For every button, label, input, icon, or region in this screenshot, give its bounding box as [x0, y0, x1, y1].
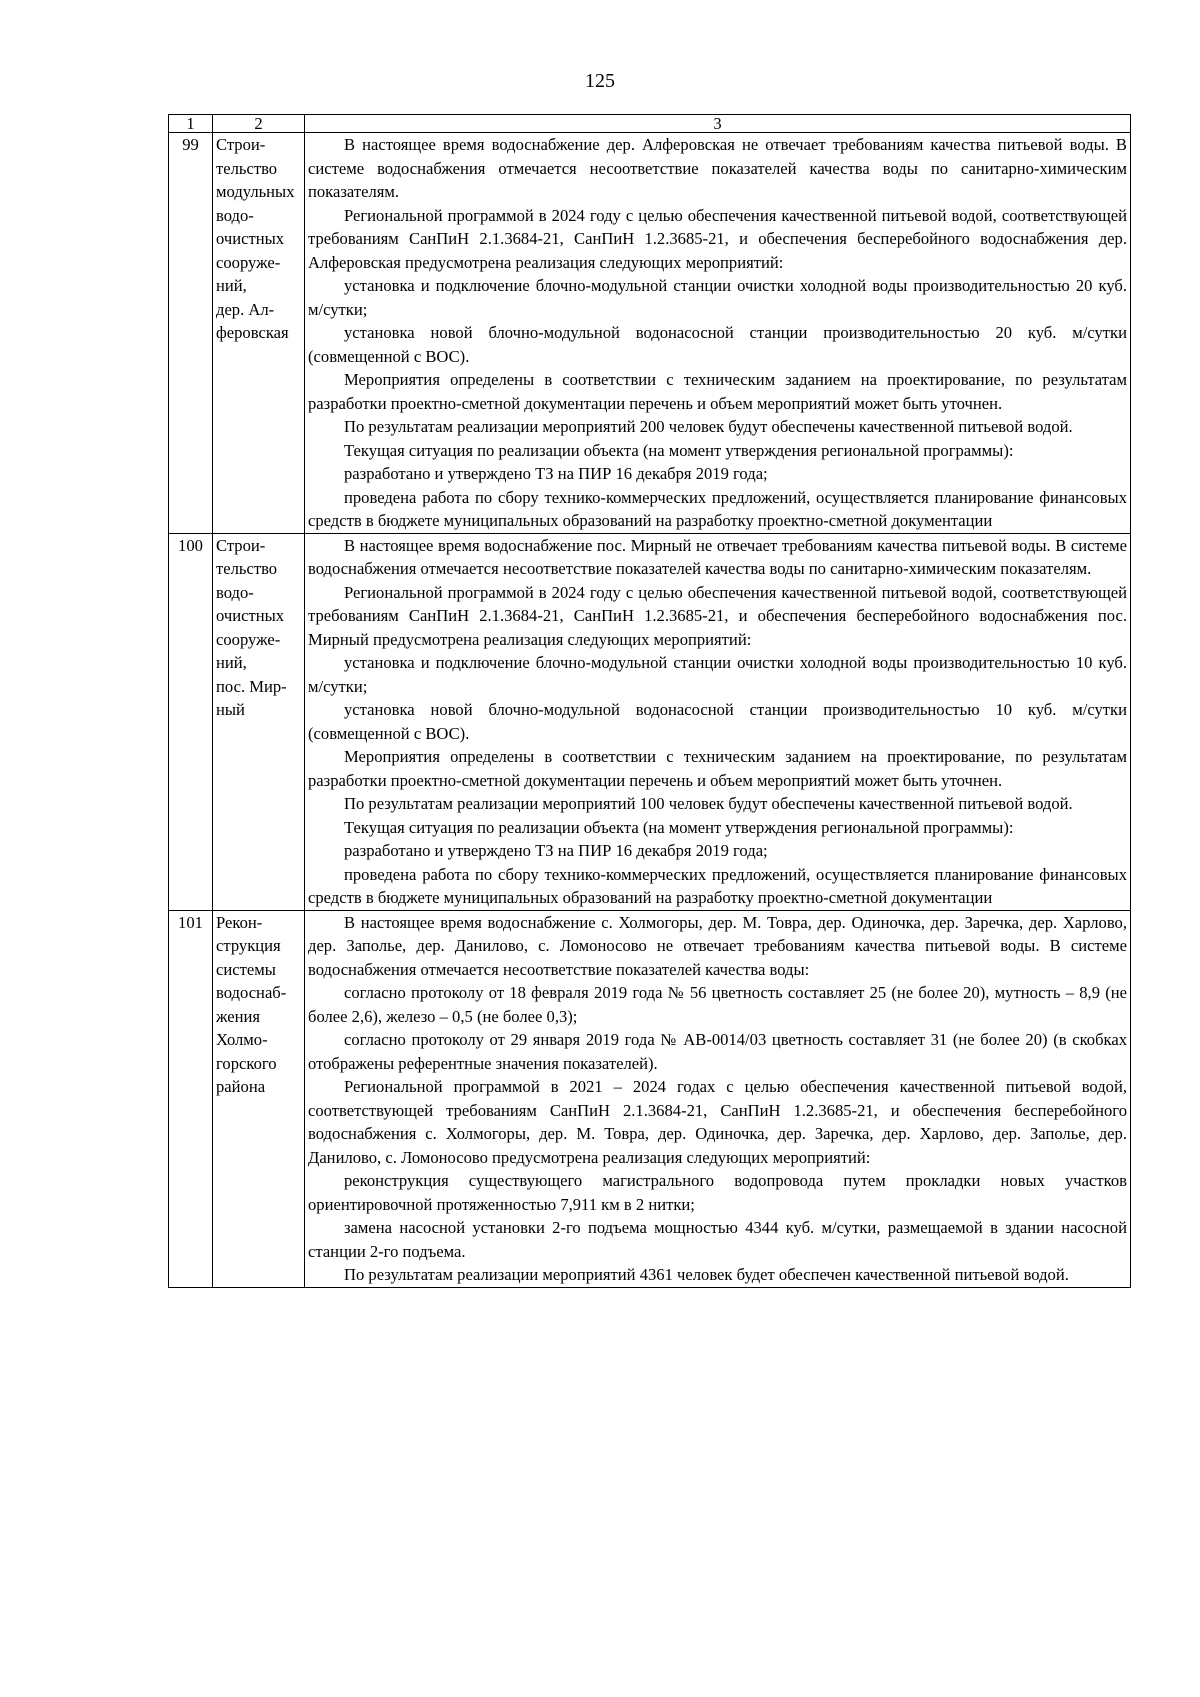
object-name-line: Строи-: [216, 135, 266, 154]
object-name-line: тельство: [216, 559, 278, 578]
description-cell: [305, 910, 1131, 1287]
description-paragraph: установка новой блочно-модульной водонасосной станции производительностью 10 куб. м/сутки (совмещенной с ВОС).: [308, 700, 1127, 743]
description-paragraph: проведена работа по сбору технико-коммерческих предложений, осуществляется планирование финансовых средств в бюджете муниципальных образований на разработку проектно-сметной документации: [308, 487, 1127, 530]
object-name-line: Строи-: [216, 535, 266, 555]
description-paragraph: Текущая ситуация по реализации объекта (на момент утверждения региональной программы):: [344, 440, 1014, 460]
object-name-line: водоснаб-: [216, 983, 287, 1002]
description-paragraph: Мероприятия определены в соответствии с техническим заданием на проектирование, по результатам разработки проектно-сметной документации перечень и объем мероприятий может быть уточнен.: [308, 370, 1127, 413]
object-name-cell: [213, 910, 305, 1287]
object-name-line: пос. Мир-: [216, 676, 287, 696]
measures-table: [168, 114, 1131, 1288]
description-paragraph: разработано и утверждено ТЗ на ПИР 16 декабря 2019 года;: [344, 464, 768, 483]
object-name-line: системы: [216, 959, 276, 979]
description-paragraph: По результатам реализации мероприятий 100 человек будут обеспечены качественной питьевой водой.: [344, 794, 1073, 813]
description-cell: [305, 133, 1131, 534]
object-name-line: горского: [216, 1053, 277, 1073]
object-name-line: жения: [216, 1006, 261, 1026]
description-paragraph: установка и подключение блочно-модульной станции очистки холодной воды производительностью 20 куб. м/сутки;: [308, 276, 1127, 319]
description-paragraph: установка новой блочно-модульной водонасосной станции производительностью 20 куб. м/сутки (совмещенной с ВОС).: [308, 323, 1127, 366]
description-paragraph: По результатам реализации мероприятий 200 человек будут обеспечены качественной питьевой водой.: [344, 417, 1073, 436]
object-name-line: сооруже-: [216, 629, 281, 649]
description-paragraph: Региональной программой в 2021 – 2024 годах с целью обеспечения качественной питьевой водой, соответствующей требованиям СанПиН 2.1.3684-21, СанПиН 1.2.3685-21, и обеспечения бесперебойного водоснабжения с. Холмогоры, дер. М. Товра, дер. Одиночка, дер. Заречка, дер. Харлово, дер. Заполье, дер. Данилово, с. Ломоносово предусмотрена реализация следующих мероприятий:: [308, 1077, 1127, 1167]
object-name-line: Рекон-: [216, 912, 263, 932]
description-paragraph: реконструкция существующего магистрального водопровода путем прокладки новых участков ориентировочной протяженностью 7,911 км в 2 нитки;: [308, 1171, 1127, 1214]
description-paragraph: В настоящее время водоснабжение дер. Алферовская не отвечает требованиям качества питьевой воды. В системе водоснабжения отмечается несоответствие показателей качества воды по санитарно-химическим показателям.: [308, 135, 1127, 201]
description-paragraph: согласно протоколу от 18 февраля 2019 года № 56 цветность составляет 25 (не более 20), мутность – 8,9 (не более 2,6), железо – 0,5 (не более 0,3);: [308, 983, 1127, 1026]
object-name-line: района: [216, 1077, 266, 1096]
object-name-line: очистных: [216, 606, 285, 625]
description-paragraph: Региональной программой в 2024 году с целью обеспечения качественной питьевой водой, соответствующей требованиям СанПиН 2.1.3684-21, СанПиН 1.2.3685-21, и обеспечения бесперебойного водоснабжения пос. Мирный предусмотрена реализация следующих мероприятий:: [308, 582, 1127, 649]
table-header: [169, 115, 1131, 133]
description-cell: [305, 533, 1131, 910]
description-paragraph: Текущая ситуация по реализации объекта (на момент утверждения региональной программы):: [344, 817, 1014, 837]
object-name-line: сооруже-: [216, 252, 281, 272]
object-name-line: струкция: [216, 936, 281, 955]
table-row: [169, 533, 1131, 910]
object-name-line: очистных: [216, 229, 285, 248]
object-name-line: Холмо-: [216, 1030, 268, 1049]
table-row: [169, 910, 1131, 1287]
object-name-line: водо-: [216, 205, 254, 225]
row-number-cell: 100: [169, 533, 213, 910]
description-paragraph: Региональной программой в 2024 году с целью обеспечения качественной питьевой водой, соответствующей требованиям СанПиН 2.1.3684-21, СанПиН 1.2.3685-21, и обеспечения бесперебойного водоснабжения дер. Алферовская предусмотрена реализация следующих мероприятий:: [308, 205, 1127, 272]
object-name-line: модульных: [216, 182, 295, 201]
table-body: [169, 133, 1131, 1288]
object-name-line: дер. Ал-: [216, 299, 275, 319]
object-name-line: ний,: [216, 653, 247, 672]
description-paragraph: разработано и утверждено ТЗ на ПИР 16 декабря 2019 года;: [344, 841, 768, 860]
column-header-name: 2: [213, 115, 305, 133]
object-name-line: ний,: [216, 276, 247, 295]
object-name-line: феровская: [216, 323, 289, 342]
description-paragraph: Мероприятия определены в соответствии с техническим заданием на проектирование, по результатам разработки проектно-сметной документации перечень и объем мероприятий может быть уточнен.: [308, 747, 1127, 790]
table-row: [169, 133, 1131, 534]
description-paragraph: проведена работа по сбору технико-коммерческих предложений, осуществляется планирование финансовых средств в бюджете муниципальных образований на разработку проектно-сметной документации: [308, 864, 1127, 907]
description-paragraph: замена насосной установки 2-го подъема мощностью 4344 куб. м/сутки, размещаемой в здании насосной станции 2-го подъема.: [308, 1218, 1127, 1261]
description-paragraph: В настоящее время водоснабжение пос. Мирный не отвечает требованиям качества питьевой воды. В системе водоснабжения отмечается несоответствие показателей качества воды по санитарно-химическим показателям.: [308, 535, 1127, 578]
row-number-cell: 99: [169, 133, 213, 534]
header-row: [169, 115, 1131, 133]
column-header-number: 1: [169, 115, 213, 133]
object-name-line: тельство: [216, 158, 278, 178]
row-number-cell: 101: [169, 910, 213, 1287]
object-name-line: водо-: [216, 582, 254, 602]
description-paragraph: По результатам реализации мероприятий 4361 человек будет обеспечен качественной питьевой водой.: [344, 1265, 1069, 1284]
object-name-cell: [213, 133, 305, 534]
description-paragraph: согласно протоколу от 29 января 2019 года № АВ-0014/03 цветность составляет 31 (не более 20) (в скобках отображены референтные значения показателей).: [308, 1030, 1127, 1073]
description-paragraph: В настоящее время водоснабжение с. Холмогоры, дер. М. Товра, дер. Одиночка, дер. Заречка, дер. Харлово, дер. Заполье, дер. Данилово, с. Ломоносово не отвечает требованиям качества питьевой воды. В системе водоснабжения отмечается несоответствие показателей качества воды:: [308, 912, 1127, 979]
object-name-cell: [213, 533, 305, 910]
page-number: 125: [585, 70, 615, 92]
column-header-description: 3: [305, 115, 1131, 133]
description-paragraph: установка и подключение блочно-модульной станции очистки холодной воды производительностью 10 куб. м/сутки;: [308, 653, 1127, 696]
object-name-line: ный: [216, 700, 245, 719]
